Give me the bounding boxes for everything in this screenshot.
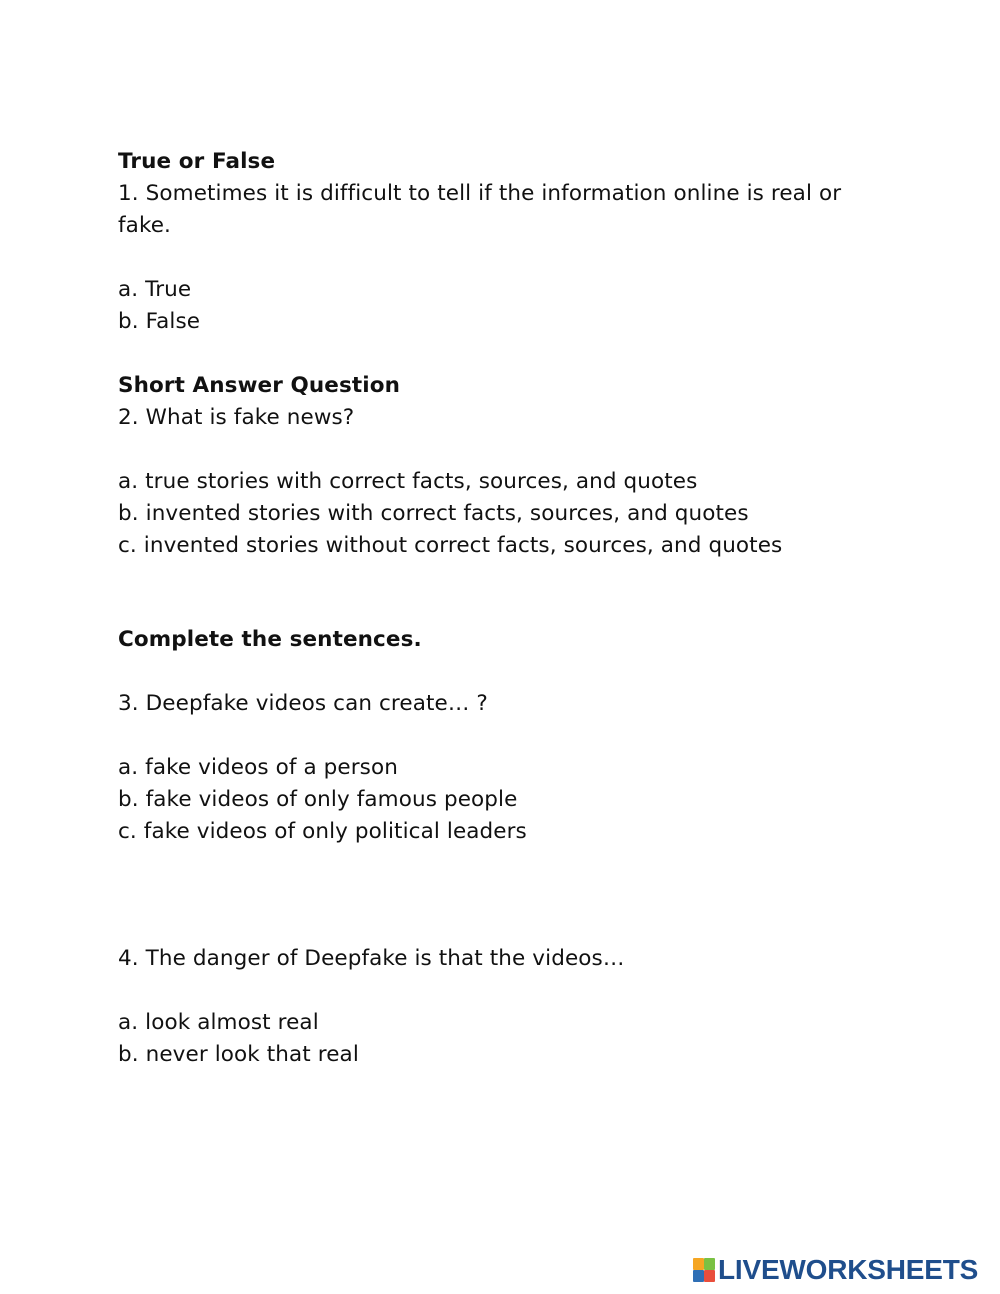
question-4-option-b[interactable]: b. never look that real bbox=[118, 1042, 359, 1067]
question-1-text-cont: fake. bbox=[118, 213, 171, 238]
question-2-option-b[interactable]: b. invented stories with correct facts, sources, and quotes bbox=[118, 501, 749, 526]
question-2-option-c[interactable]: c. invented stories without correct facts, sources, and quotes bbox=[118, 533, 783, 558]
question-3-option-b[interactable]: b. fake videos of only famous people bbox=[118, 787, 518, 812]
question-1-text: 1. Sometimes it is difficult to tell if the information online is real or bbox=[118, 181, 842, 206]
liveworksheets-mark-icon bbox=[693, 1258, 715, 1282]
question-1-option-b[interactable]: b. False bbox=[118, 309, 201, 334]
section-heading-true-false: True or False bbox=[118, 149, 276, 174]
question-3-option-c[interactable]: c. fake videos of only political leaders bbox=[118, 819, 527, 844]
question-4-option-a[interactable]: a. look almost real bbox=[118, 1010, 319, 1035]
section-heading-complete: Complete the sentences. bbox=[118, 627, 422, 652]
question-2-option-a[interactable]: a. true stories with correct facts, sources, and quotes bbox=[118, 469, 698, 494]
question-1-option-a[interactable]: a. True bbox=[118, 277, 192, 302]
question-3-text: 3. Deepfake videos can create… ? bbox=[118, 691, 488, 716]
question-2-text: 2. What is fake news? bbox=[118, 405, 355, 430]
liveworksheets-logo bbox=[693, 1255, 993, 1285]
worksheet bbox=[118, 146, 878, 1071]
section-heading-short-answer: Short Answer Question bbox=[118, 373, 400, 398]
liveworksheets-logo-text: LIVEWORKSHEETS bbox=[718, 1254, 979, 1285]
question-4-text: 4. The danger of Deepfake is that the videos… bbox=[118, 946, 625, 971]
question-3-option-a[interactable]: a. fake videos of a person bbox=[118, 755, 398, 780]
